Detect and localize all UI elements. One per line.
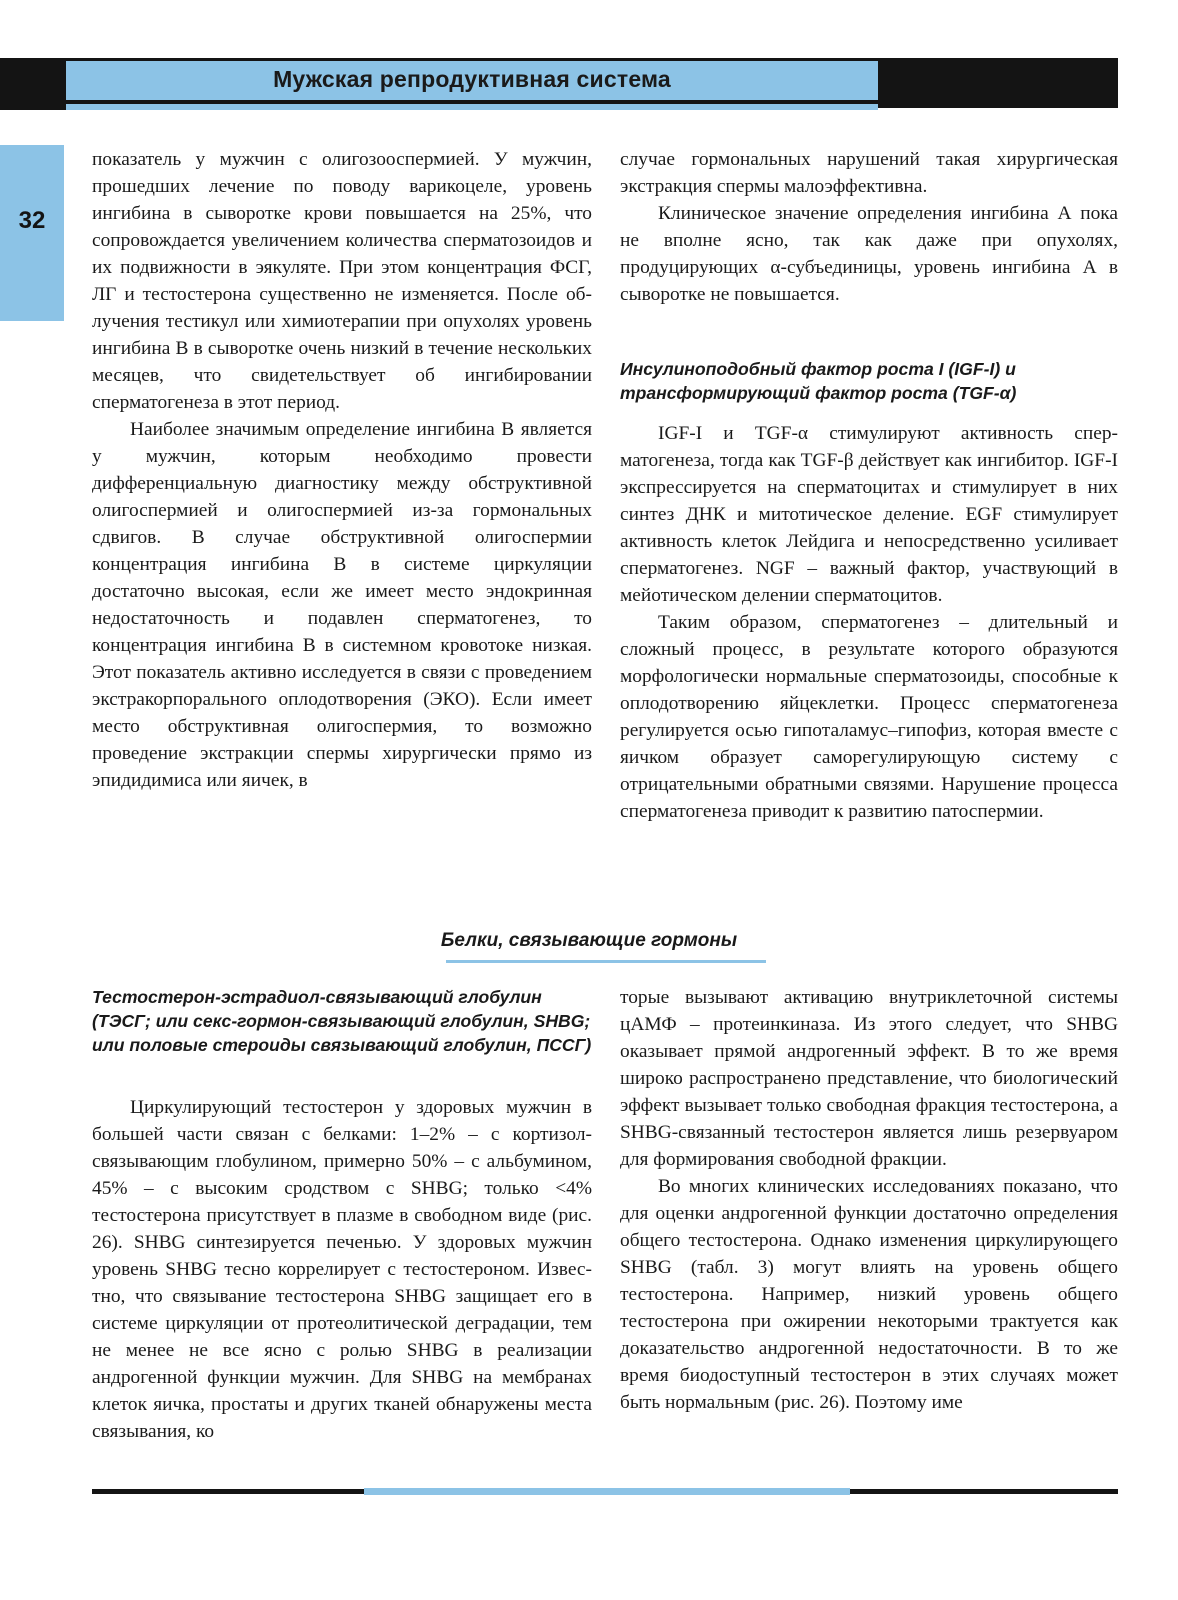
header-band-left	[0, 58, 66, 110]
text-column-top-left	[92, 146, 592, 794]
paragraph: показатель у мужчин с олигозооспермией. У мужчин, прошедших лечение по поводу варикоцеле, уровень ингибина в сыворотке крови повышается на 25%, что сопровождается увеличением количества сперматозоидов и их подвижности в эякуляте. При этом концентрация ФСГ, ЛГ и тестостерона существенно не изменяется. После облучения тестикул или химиотерапии при опухолях уровень ингибина В в сыворотке очень низкий в течение нескольких месяцев, что свидетельствует об ингибировании сперматогенеза в этот период.	[92, 149, 592, 413]
subheading-igf: Инсулиноподобный фактор роста I (IGF-I) и трансформирующий фактор роста (TGF-α)	[620, 359, 1017, 403]
paragraph: Во многих клинических исследованиях показано, что для оценки андрогенной функции достаточно определения общего тестостерона. Однако изменения циркулирующего SHBG (табл. 3) могут влиять на уровень общего тестостерона. Например, низкий уровень общего тестостерона при ожирении некоторыми трактуется как доказательство андрогенной недостаточности. В то же время биодоступный тестостерон в этих случаях может быть нормальным (рис. 26). Поэтому име	[620, 1176, 1118, 1413]
text-column-bottom-right	[620, 984, 1118, 1416]
text-column-bottom-left	[92, 1094, 592, 1445]
paragraph: торые вызывают активацию внутриклеточной системы цАМФ – протеинкиназа. Из этого следует, что SHBG оказывает прямой андрогенный эффект. В то же время широко распространено представление, что биологический эффект вызывает только свободная фракция тестостерона, а SHBG-связанный тестостерон является лишь резервуаром для формирования свободной фракции.	[620, 987, 1118, 1170]
section-title: Белки, связывающие гормоны	[440, 930, 738, 951]
footer-rule-blue	[364, 1488, 850, 1495]
subheading-shbg: Тестостерон-эстрадиол-связывающий глобулин (ТЭСГ; или секс-гормон-связывающий глобулин, SHBG; или половые стероиды связывающий глобулин, ПССГ)	[92, 987, 592, 1055]
paragraph: Наиболее значимым определение ингибина В является у мужчин, которым необходимо провести дифференциальную диагностику между обструктивной олигоспермией и олигоспермией из-за гормональных сдвигов. В случае обструктивной олигоспермии концентрация ингибина В в системе циркуляции достаточно высокая, если же имеет место эндокринная недостаточность и подавлен сперматогенез, то концентрация ингибина В в системном кровотоке низкая. Этот показатель активно исследуется в связи с проведением экстракорпорального оплодотворения (ЭКО). Если имеет место обструктивная олигоспермия, то возможно проведение экстракции спермы хирургически прямо из эпидидимиса или яичек, в	[92, 419, 592, 791]
footer-rule-left	[92, 1489, 364, 1494]
text-column-right-lower	[620, 420, 1118, 825]
footer-rule-right	[850, 1489, 1118, 1494]
text-column-top-right	[620, 146, 1118, 308]
paragraph: Таким образом, сперматогенез – длительный и сложный процесс, в результате которого образуются морфологически нормальные сперматозоиды, способные к оплодотворению яйцеклетки. Процесс сперматогенеза регулируется осью гипоталамус–гипофиз, которая вместе с яичком образует саморегулирующую систему с отрицательными обратными связями. Нарушение процесса сперматогенеза приводит к развитию патоспермии.	[620, 612, 1118, 822]
header-band-right	[878, 58, 1118, 108]
paragraph: IGF-I и TGF-α стимулируют активность сперматогенеза, тогда как TGF-β действует как ингибитор. IGF-I экспрессируется на сперматоцитах и стимулирует в них синтез ДНК и митотическое деление. EGF стимулирует активность клеток Лейдига и непосредственно усиливает сперматогенез. NGF – важный фактор, участвующий в мейотическом делении сперматоцитов.	[620, 423, 1118, 606]
page-number: 32	[18, 207, 46, 234]
paragraph: Клиническое значение определения ингибина А пока не вполне ясно, так как даже при опухолях, продуцирующих α-субъединицы, уровень ингибина А в сыворотке не повышается.	[620, 203, 1118, 305]
header-band-underline	[66, 100, 878, 104]
section-title-rule	[446, 960, 766, 963]
paragraph: случае гормональных нарушений такая хирургическая экстракция спермы малоэффективна.	[620, 149, 1118, 197]
running-header-title: Мужская репродуктивная система	[273, 66, 671, 92]
paragraph: Циркулирующий тестостерон у здоровых мужчин в большей части связан с белками: 1–2% – с кортизол-связывающим глобулином, примерно 50% – с альбумином, 45% – с высоким сродством с SHBG; только <4% тестостерона присутствует в плазме в свободном виде (рис. 26). SHBG синтезируется печенью. У здоровых мужчин уровень SHBG тесно коррелирует с тестостероном. Известно, что связывание тестостерона SHBG защищает его в системе циркуляции от протеолитической деградации, тем не менее не все ясно с ролью SHBG в реализации андрогенной функции мужчин. Для SHBG на мембранах клеток яичка, простаты и других тканей обнаружены места связывания, ко	[92, 1097, 592, 1442]
